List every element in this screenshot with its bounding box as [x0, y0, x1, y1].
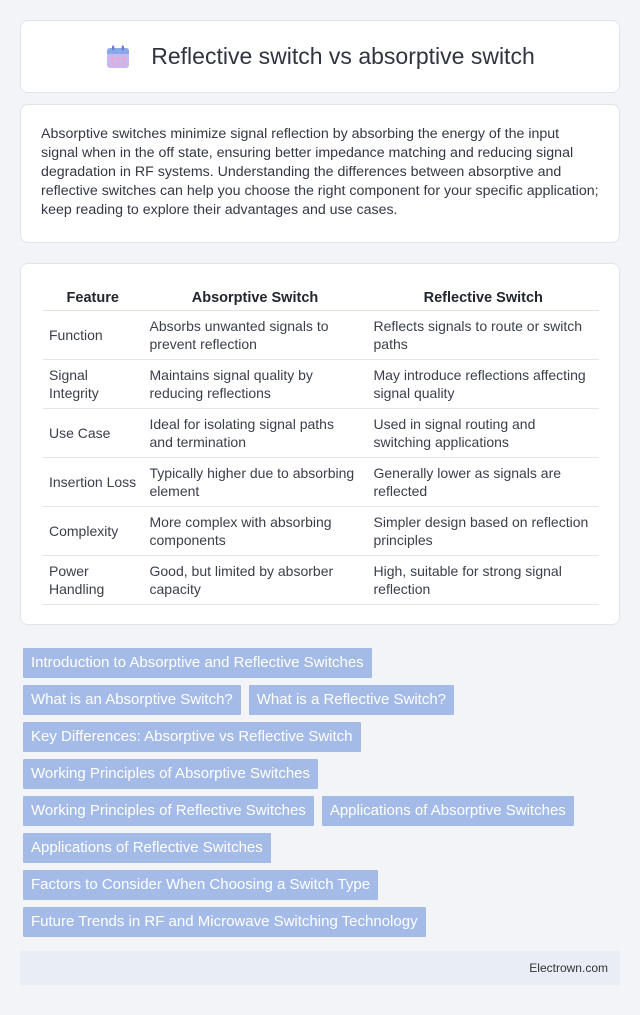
- table-cell: Ideal for isolating signal paths and termination: [143, 408, 367, 457]
- table-cell: Insertion Loss: [43, 457, 143, 506]
- topic-link[interactable]: What is a Reflective Switch?: [249, 685, 454, 715]
- table-cell: High, suitable for strong signal reflection: [367, 555, 599, 604]
- calendar-icon: [105, 44, 131, 70]
- topic-tags: [23, 648, 623, 944]
- topic-link[interactable]: Working Principles of Reflective Switches: [23, 796, 314, 826]
- table-cell: Generally lower as signals are reflected: [367, 457, 599, 506]
- footer: [20, 951, 620, 985]
- tag-row: [23, 722, 623, 752]
- column-header-absorptive: Absorptive Switch: [143, 284, 367, 310]
- table-cell: Used in signal routing and switching applications: [367, 408, 599, 457]
- topic-link[interactable]: Factors to Consider When Choosing a Switch Type: [23, 870, 378, 900]
- topic-link[interactable]: Future Trends in RF and Microwave Switching Technology: [23, 907, 426, 937]
- table-row: [43, 457, 599, 506]
- topic-link[interactable]: Introduction to Absorptive and Reflective Switches: [23, 648, 372, 678]
- column-header-reflective: Reflective Switch: [367, 284, 599, 310]
- table-row: [43, 310, 599, 359]
- topic-link[interactable]: What is an Absorptive Switch?: [23, 685, 241, 715]
- table-row: [43, 408, 599, 457]
- table-cell: Use Case: [43, 408, 143, 457]
- intro-text: Absorptive switches minimize signal reflection by absorbing the energy of the input signal when in the off state, ensuring better impedance matching and reducing signal degradation in RF systems. Understanding the differences between absorptive and reflective switches can help you choose the right component for your specific application; keep reading to explore their advantages and use cases.: [41, 126, 599, 218]
- tag-row: [23, 648, 623, 678]
- comparison-table-card: [20, 263, 620, 625]
- tag-row: [23, 759, 623, 789]
- footer-brand[interactable]: Electrown.com: [529, 961, 608, 975]
- tag-row: [23, 907, 623, 937]
- page-title: Reflective switch vs absorptive switch: [151, 43, 535, 69]
- table-cell: Power Handling: [43, 555, 143, 604]
- topic-link[interactable]: Applications of Absorptive Switches: [322, 796, 574, 826]
- topic-link[interactable]: Applications of Reflective Switches: [23, 833, 271, 863]
- table-row: [43, 506, 599, 555]
- table-cell: Good, but limited by absorber capacity: [143, 555, 367, 604]
- column-header-feature: Feature: [43, 284, 143, 310]
- table-cell: Maintains signal quality by reducing reflections: [143, 359, 367, 408]
- table-row: [43, 359, 599, 408]
- table-row: [43, 555, 599, 604]
- table-cell: Absorbs unwanted signals to prevent reflection: [143, 310, 367, 359]
- table-cell: Simpler design based on reflection principles: [367, 506, 599, 555]
- table-cell: More complex with absorbing components: [143, 506, 367, 555]
- intro-card: [20, 104, 620, 243]
- topic-link[interactable]: Key Differences: Absorptive vs Reflective Switch: [23, 722, 361, 752]
- table-cell: May introduce reflections affecting signal quality: [367, 359, 599, 408]
- header-card: [20, 20, 620, 93]
- comparison-table: [43, 284, 599, 605]
- table-cell: Function: [43, 310, 143, 359]
- table-cell: Complexity: [43, 506, 143, 555]
- table-cell: Signal Integrity: [43, 359, 143, 408]
- topic-link[interactable]: Working Principles of Absorptive Switches: [23, 759, 318, 789]
- tag-row: [23, 685, 623, 715]
- tag-row: [23, 870, 623, 900]
- tag-row: [23, 796, 623, 826]
- tag-row: [23, 833, 623, 863]
- table-cell: Typically higher due to absorbing element: [143, 457, 367, 506]
- table-cell: Reflects signals to route or switch paths: [367, 310, 599, 359]
- table-header-row: [43, 284, 599, 310]
